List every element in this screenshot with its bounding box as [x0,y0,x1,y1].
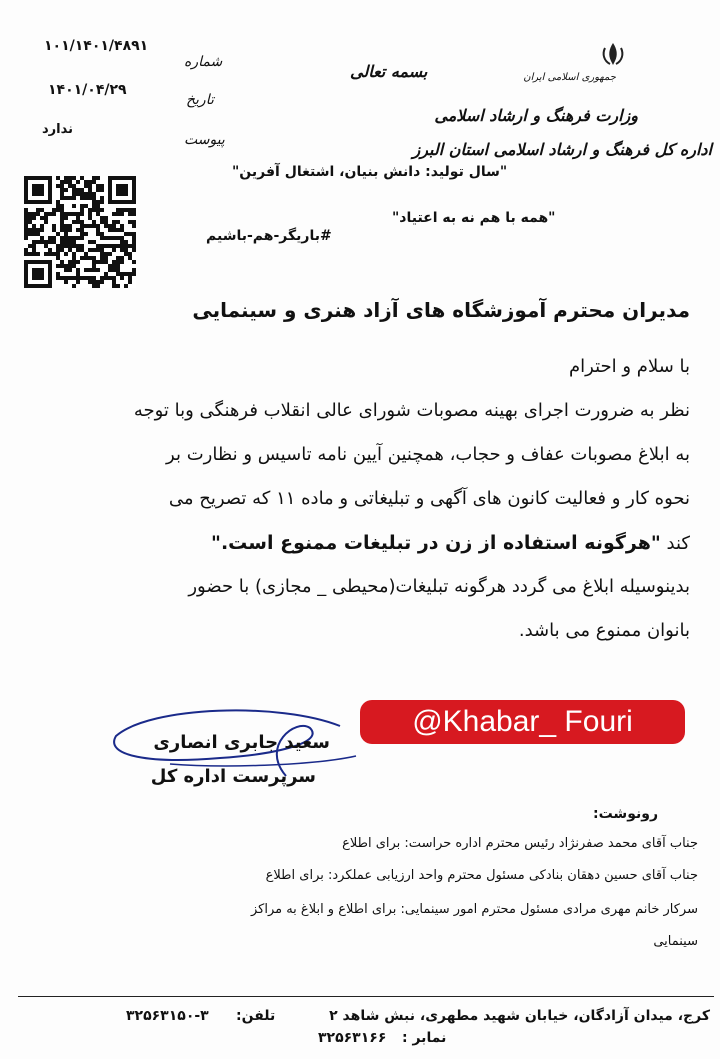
letter-date: ۱۴۰۱/۰۴/۲۹ [48,82,127,98]
signatory-name: سعید جابری انصاری [153,732,330,753]
copy-item: سینمایی [653,934,698,949]
body-line-5: بدینوسیله ابلاغ می گردد هرگونه تبلیغات(محیطی _ مجازی) با حضور [188,576,690,597]
signatory-role: سرپرست اداره کل [150,766,316,787]
ministry-name: وزارت فرهنگ و ارشاد اسلامی [434,106,638,125]
copies-heading: رونوشت: [593,806,658,822]
slogan-left: #باریگر-هم-باشیم [206,228,332,244]
office-name: اداره کل فرهنگ و ارشاد اسلامی استان البرز [412,140,712,159]
highlighted-statement: "هرگونه استفاده از زن در تبلیغات ممنوع است." [211,532,661,554]
phone-number: ۳۲۵۶۳۱۵۰-۳ [126,1008,209,1024]
body-line-6: بانوان ممنوع می باشد. [518,620,690,641]
body-line-4 [90,528,690,559]
body-line-2: به ابلاغ مصوبات عفاف و حجاب، همچنین آیین نامه تاسیس و نظارت بر [166,444,690,465]
copy-item: جناب آقای محمد صفرنژاد رئیس محترم اداره حراست: برای اطلاع [342,836,698,851]
date-label: تاریخ [186,92,214,108]
watermark-tag: @Khabar_ Fouri [360,700,685,744]
attachment-label: پیوست [184,132,225,148]
footer-address: کرج، میدان آزادگان، خیابان شهید مطهری، نبش شاهد ۲ [329,1008,710,1024]
slogan-right: "همه با هم نه به اعتیاد" [392,210,556,226]
letter-title: مدیران محترم آموزشگاه های آزاد هنری و سینمایی [192,298,690,322]
bismillah: بسمه تعالی [350,62,428,81]
body-line-1: نظر به ضرورت اجرای بهینه مصوبات شورای عالی انقلاب فرهنگی وبا توجه [133,400,690,421]
gov-line: جمهوری اسلامی ایران [523,72,616,83]
body-line-4-prefix: کند [666,533,690,554]
phone-label: تلفن: [236,1008,276,1024]
fax-number: ۳۲۵۶۳۱۶۶ [318,1030,387,1046]
copies-list [238,830,698,960]
footer-divider [18,996,714,997]
body-line-3: نحوه کار و فعالیت کانون های آگهی و تبلیغاتی و ماده ۱۱ که تصریح می [168,488,690,509]
greeting: با سلام و احترام [569,356,690,377]
copy-item: جناب آقای حسین دهقان بنادکی مسئول محترم واحد ارزیابی عملکرد: برای اطلاع [265,868,698,883]
copy-item: سرکار خانم مهری مرادی مسئول محترم امور سینمایی: برای اطلاع و ابلاغ به مراکز [250,902,698,917]
fax-label: نمابر : [402,1030,447,1046]
number-label: شماره [184,54,223,70]
letter-number: ۱۰۱/۱۴۰۱/۴۸۹۱ [44,38,149,54]
attachment-value: ندارد [42,122,74,137]
qr-code [24,176,136,288]
year-slogan: "سال تولید: دانش بنیان، اشتغال آفرین" [232,164,508,180]
letter-body [70,352,690,672]
iran-emblem-icon [598,40,628,70]
